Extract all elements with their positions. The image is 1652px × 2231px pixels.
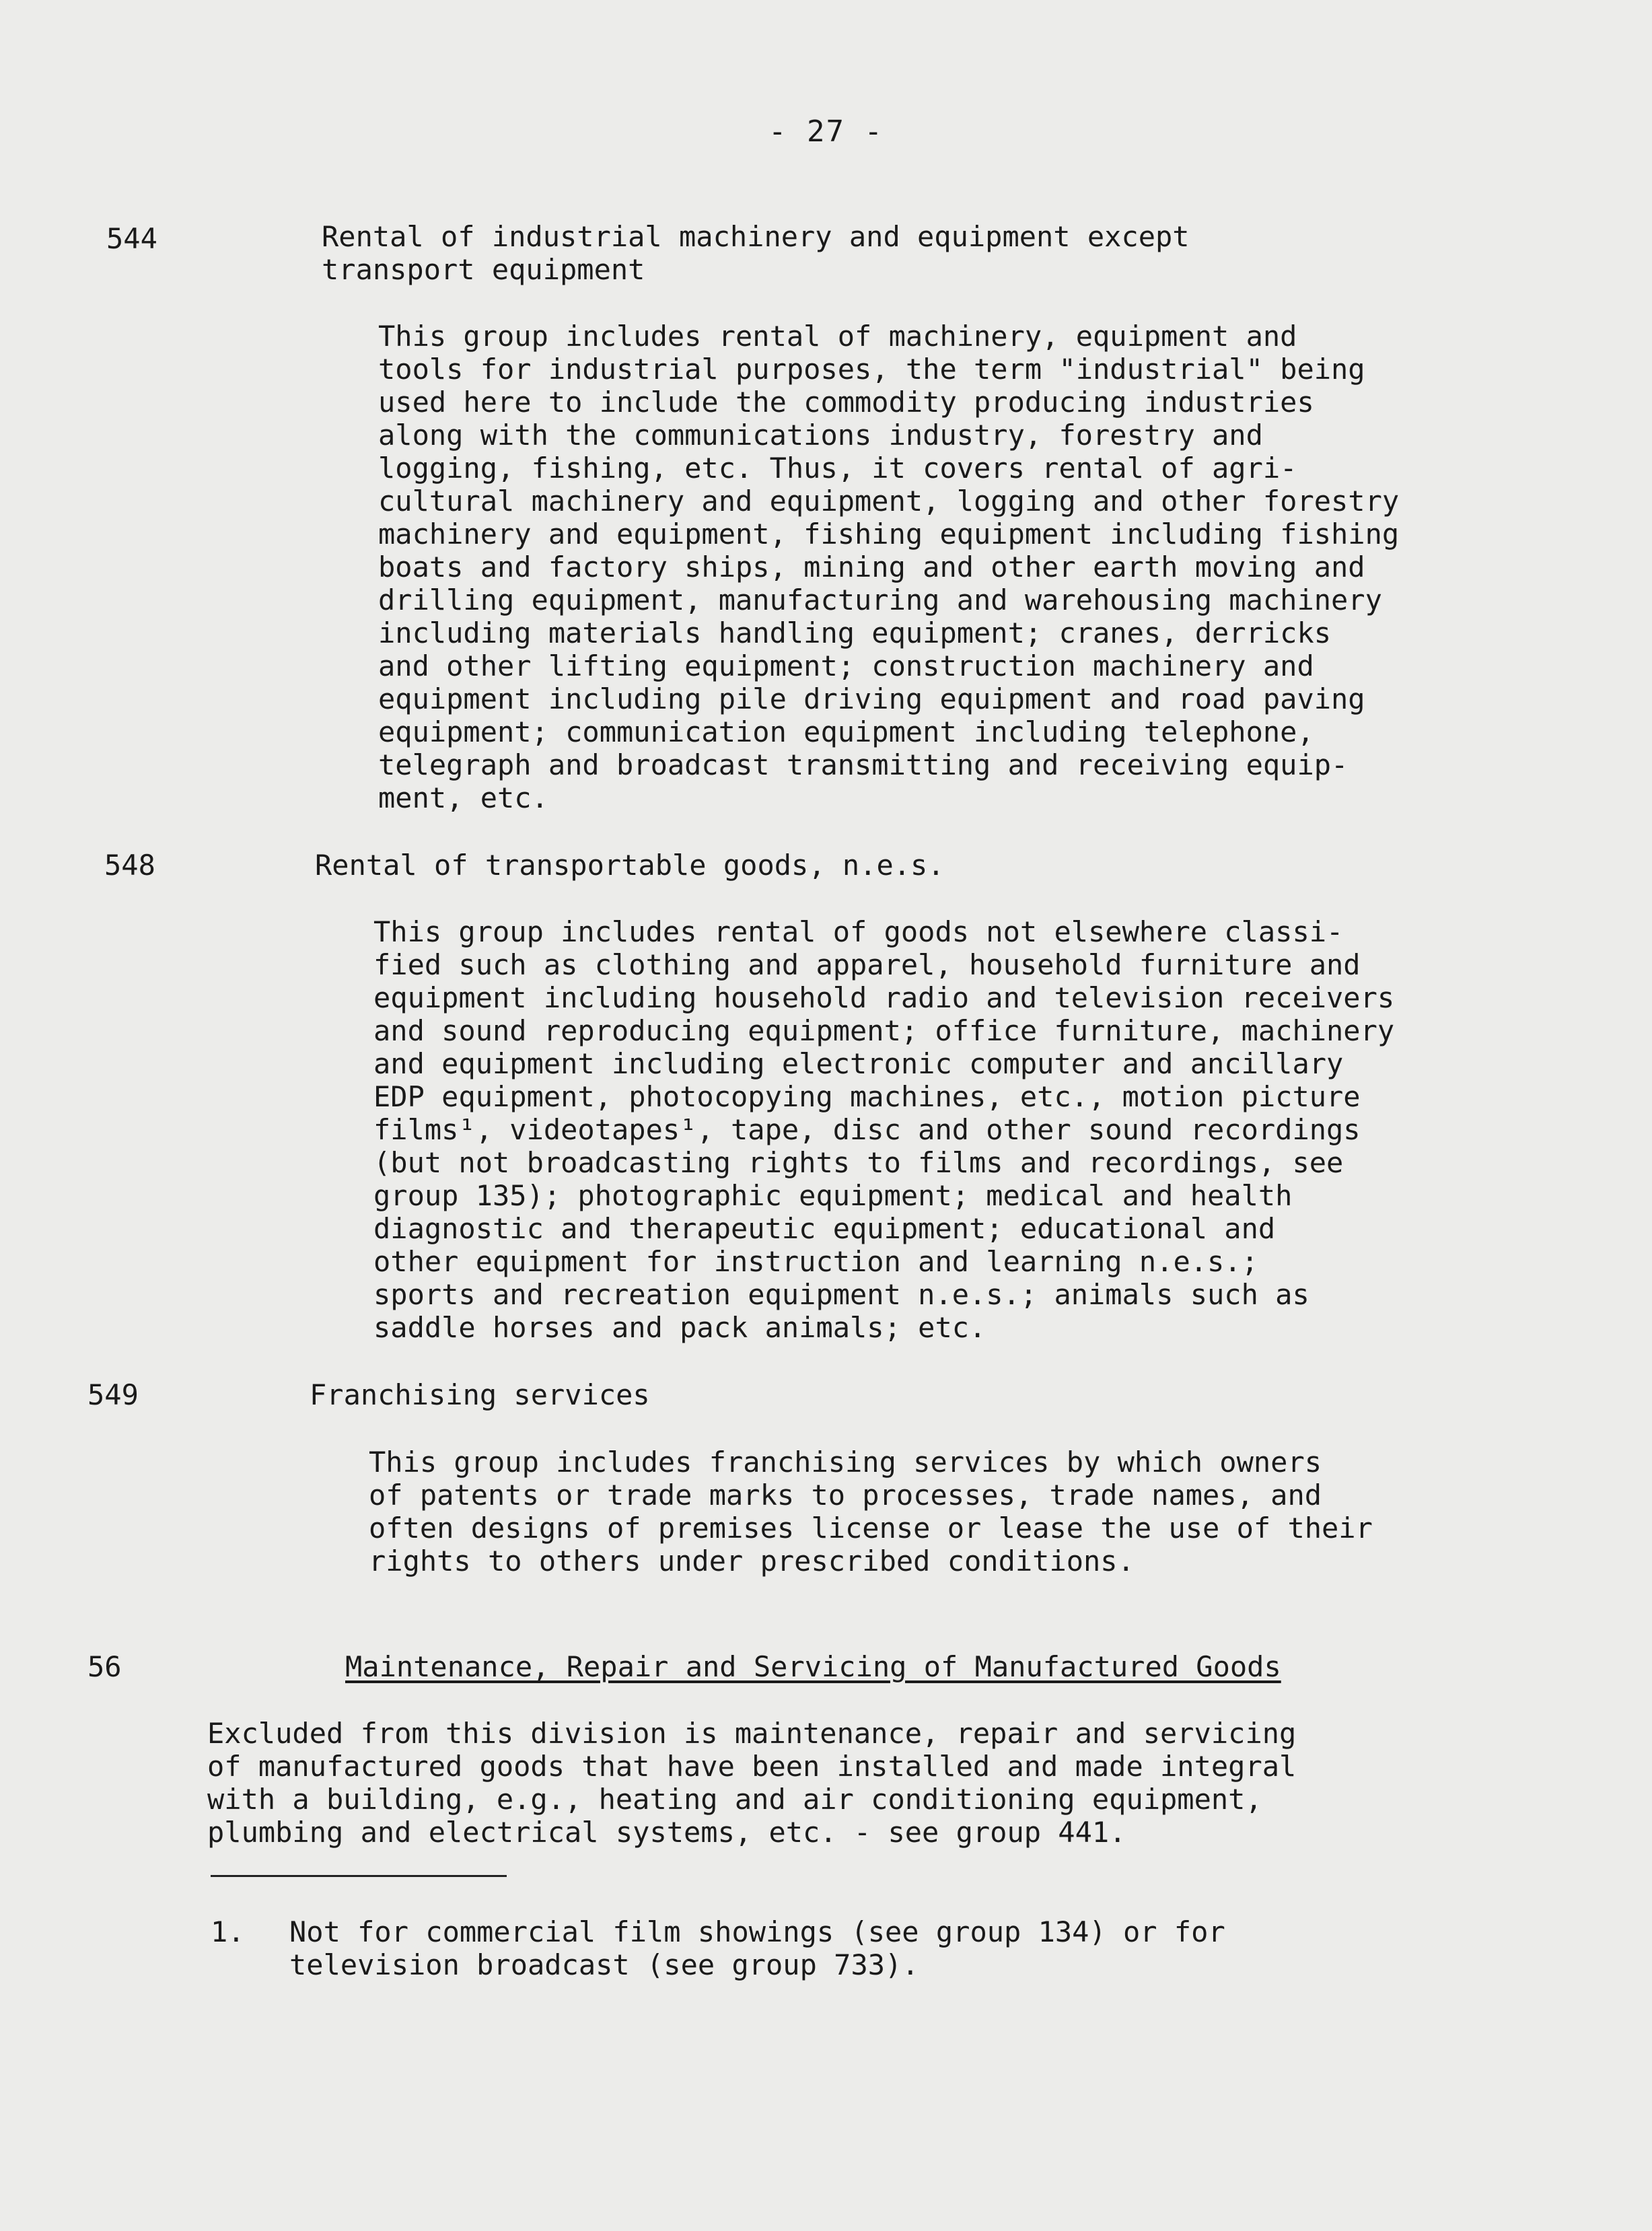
group-code-548: 548 [104, 849, 155, 882]
group-title-544: Rental of industrial machinery and equipment except transport equipment [322, 220, 1190, 286]
group-text-548: This group includes rental of goods not elsewhere classi- fied such as clothing and apparel, household furniture and equipment including household radio and television receivers and sound reproducing equipment; office furniture, machinery and equipment including electronic computer and ancillary EDP equipment, photocopying machines, etc., motion picture films¹, videotapes¹, tape, disc and other sound recordings (but not broadcasting rights to films and recordings, see group 135); photographic equipment; medical and health diagnostic and therapeutic equipment; educational and other equipment for instruction and learning n.e.s.; sports and recreation equipment n.e.s.; animals such as saddle horses and pack animals; etc. [373, 915, 1395, 1344]
footnote-marker: 1. [211, 1915, 245, 1948]
footnote-text: Not for commercial film showings (see group 134) or for television broadcast (see group 733). [289, 1915, 1225, 1981]
group-title-548: Rental of transportable goods, n.e.s. [315, 849, 945, 882]
division-text: Excluded from this division is maintenance, repair and servicing of manufactured goods that have been installed and made integral with a building, e.g., heating and air conditioning equipment, plumbing and electrical systems, etc. - see group 441. [207, 1717, 1297, 1849]
division-title: Maintenance, Repair and Servicing of Manufactured Goods [345, 1650, 1281, 1683]
group-text-549: This group includes franchising services by which owners of patents or trade marks to processes, trade names, and often designs of premises license or lease the use of their rights to others under prescribed conditions. [369, 1446, 1373, 1578]
group-code-549: 549 [87, 1378, 139, 1411]
division-code: 56 [87, 1650, 122, 1683]
group-title-549: Franchising services [310, 1378, 650, 1411]
group-text-544: This group includes rental of machinery, equipment and tools for industrial purposes, the term "industrial" being used here to include the commodity producing industries along with the communications industry, forestry and logging, fishing, etc. Thus, it covers rental of agri- cultural machinery and equipment, logging and other forestry machinery and equipment, fishing equipment including fishing boats and factory ships, mining and other earth moving and drilling equipment, manufacturing and warehousing machinery including materials handling equipment; cranes, derricks and other lifting equipment; construction machinery and equipment including pile driving equipment and road paving equipment; communication equipment including telephone, telegraph and broadcast transmitting and receiving equip- ment, etc. [378, 320, 1400, 814]
group-code-544: 544 [106, 222, 157, 255]
footnote-rule [211, 1875, 507, 1877]
page-number: - 27 - [768, 114, 884, 149]
